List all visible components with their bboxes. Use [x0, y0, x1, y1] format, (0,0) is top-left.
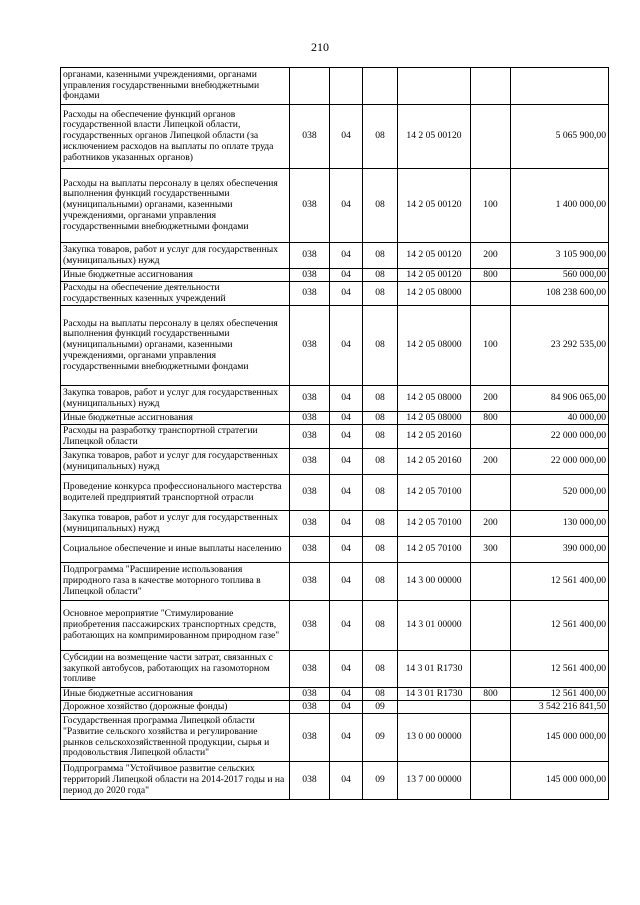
cell-expense-type: [471, 651, 511, 688]
cell-name: Иные бюджетные ассигнования: [61, 688, 290, 701]
cell-expense-type: [471, 701, 511, 714]
cell-subsection: 08: [363, 688, 398, 701]
cell-section: 04: [330, 282, 363, 306]
cell-expense-type: 200: [471, 386, 511, 412]
cell-amount: 108 238 600,00: [511, 282, 609, 306]
cell-admin-code: 038: [290, 651, 330, 688]
cell-target-article: 14 2 05 08000: [398, 282, 471, 306]
cell-admin-code: 038: [290, 449, 330, 475]
budget-table: [60, 67, 609, 800]
cell-section: 04: [330, 475, 363, 511]
cell-name: Социальное обеспечение и иные выплаты населению: [61, 537, 290, 563]
cell-target-article: 14 2 05 08000: [398, 386, 471, 412]
cell-subsection: 08: [363, 511, 398, 537]
cell-subsection: 08: [363, 269, 398, 282]
cell-target-article: 14 2 05 00120: [398, 169, 471, 243]
cell-admin-code: 038: [290, 762, 330, 800]
cell-target-article: 14 2 05 20160: [398, 425, 471, 449]
cell-subsection: 08: [363, 243, 398, 269]
cell-section: 04: [330, 701, 363, 714]
cell-admin-code: 038: [290, 386, 330, 412]
cell-amount: 1 400 000,00: [511, 169, 609, 243]
cell-expense-type: 800: [471, 269, 511, 282]
cell-subsection: 09: [363, 714, 398, 762]
cell-target-article: 14 2 05 20160: [398, 449, 471, 475]
cell-amount: [511, 68, 609, 105]
cell-section: 04: [330, 651, 363, 688]
table-row: [61, 306, 609, 386]
cell-target-article: 14 3 01 R1730: [398, 688, 471, 701]
table-row: [61, 651, 609, 688]
table-row: [61, 68, 609, 105]
cell-admin-code: 038: [290, 169, 330, 243]
cell-name: Субсидии на возмещение части затрат, связанных с закупкой автобусов, работающих на газомоторном топливе: [61, 651, 290, 688]
cell-subsection: 08: [363, 169, 398, 243]
cell-name: Дорожное хозяйство (дорожные фонды): [61, 701, 290, 714]
table-row: [61, 169, 609, 243]
cell-subsection: 08: [363, 105, 398, 169]
cell-name: Подпрограмма "Расширение использования природного газа в качестве моторного топлива в Липецкой области": [61, 563, 290, 601]
table-row: [61, 449, 609, 475]
cell-target-article: 14 2 05 70100: [398, 511, 471, 537]
table-row: [61, 386, 609, 412]
cell-admin-code: 038: [290, 243, 330, 269]
cell-name: Расходы на выплаты персоналу в целях обеспечения выполнения функций государственными (муниципальными) органами, казенными учреждениями, органами управления государственными внебюджетными фондами: [61, 169, 290, 243]
cell-target-article: 14 2 05 70100: [398, 537, 471, 563]
cell-target-article: 14 3 01 R1730: [398, 651, 471, 688]
cell-amount: 23 292 535,00: [511, 306, 609, 386]
page-number: 210: [311, 40, 329, 54]
cell-section: 04: [330, 269, 363, 282]
cell-section: 04: [330, 306, 363, 386]
cell-amount: 520 000,00: [511, 475, 609, 511]
cell-amount: 12 561 400,00: [511, 563, 609, 601]
cell-amount: 5 065 900,00: [511, 105, 609, 169]
cell-target-article: [398, 701, 471, 714]
cell-section: 04: [330, 425, 363, 449]
cell-amount: 12 561 400,00: [511, 601, 609, 651]
cell-expense-type: 200: [471, 511, 511, 537]
cell-subsection: 08: [363, 282, 398, 306]
cell-name: Расходы на разработку транспортной стратегии Липецкой области: [61, 425, 290, 449]
table-row: [61, 762, 609, 800]
cell-expense-type: [471, 68, 511, 105]
cell-name: Подпрограмма "Устойчивое развитие сельских территорий Липецкой области на 2014-2017 годы и на период до 2020 года": [61, 762, 290, 800]
cell-amount: 145 000 000,00: [511, 762, 609, 800]
cell-target-article: 14 2 05 70100: [398, 475, 471, 511]
cell-expense-type: 200: [471, 243, 511, 269]
cell-section: 04: [330, 511, 363, 537]
cell-amount: 22 000 000,00: [511, 449, 609, 475]
cell-name: Расходы на обеспечение функций органов государственной власти Липецкой области, государственных органов Липецкой области (за исключением расходов на выплаты по оплате труда работников указанных органов): [61, 105, 290, 169]
cell-expense-type: 200: [471, 449, 511, 475]
cell-name: Расходы на выплаты персоналу в целях обеспечения выполнения функций государственными (муниципальными) органами, казенными учреждениями, органами управления государственными внебюджетными фондами: [61, 306, 290, 386]
table-row: [61, 714, 609, 762]
cell-admin-code: 038: [290, 105, 330, 169]
cell-amount: 560 000,00: [511, 269, 609, 282]
cell-name: Закупка товаров, работ и услуг для государственных (муниципальных) нужд: [61, 449, 290, 475]
cell-section: 04: [330, 412, 363, 425]
cell-amount: 12 561 400,00: [511, 688, 609, 701]
cell-target-article: 14 3 01 00000: [398, 601, 471, 651]
cell-admin-code: 038: [290, 511, 330, 537]
cell-subsection: 08: [363, 475, 398, 511]
cell-name: Государственная программа Липецкой области "Развитие сельского хозяйства и регулирование рынков сельскохозяйственной продукции, сырья и продовольствия Липецкой области": [61, 714, 290, 762]
cell-section: 04: [330, 386, 363, 412]
cell-target-article: 14 2 05 08000: [398, 412, 471, 425]
cell-expense-type: [471, 475, 511, 511]
cell-name: Закупка товаров, работ и услуг для государственных (муниципальных) нужд: [61, 386, 290, 412]
cell-admin-code: 038: [290, 306, 330, 386]
cell-amount: 22 000 000,00: [511, 425, 609, 449]
cell-name: Закупка товаров, работ и услуг для государственных (муниципальных) нужд: [61, 511, 290, 537]
cell-admin-code: 038: [290, 701, 330, 714]
cell-amount: 3 542 216 841,50: [511, 701, 609, 714]
table-row: [61, 701, 609, 714]
cell-admin-code: 038: [290, 475, 330, 511]
cell-amount: 390 000,00: [511, 537, 609, 563]
cell-expense-type: [471, 105, 511, 169]
cell-target-article: 13 0 00 00000: [398, 714, 471, 762]
cell-target-article: 13 7 00 00000: [398, 762, 471, 800]
cell-section: 04: [330, 688, 363, 701]
cell-section: 04: [330, 105, 363, 169]
table-row: [61, 243, 609, 269]
cell-subsection: 08: [363, 563, 398, 601]
table-row: [61, 269, 609, 282]
cell-name: Закупка товаров, работ и услуг для государственных (муниципальных) нужд: [61, 243, 290, 269]
cell-subsection: 08: [363, 306, 398, 386]
cell-name: Проведение конкурса профессионального мастерства водителей предприятий транспортной отрасли: [61, 475, 290, 511]
cell-section: 04: [330, 762, 363, 800]
cell-subsection: [363, 68, 398, 105]
table-row: [61, 282, 609, 306]
cell-subsection: 08: [363, 651, 398, 688]
cell-section: 04: [330, 537, 363, 563]
table-row: [61, 412, 609, 425]
table-row: [61, 105, 609, 169]
cell-expense-type: [471, 762, 511, 800]
cell-admin-code: 038: [290, 601, 330, 651]
cell-admin-code: 038: [290, 425, 330, 449]
cell-amount: 12 561 400,00: [511, 651, 609, 688]
table-row: [61, 537, 609, 563]
cell-section: 04: [330, 563, 363, 601]
cell-amount: 145 000 000,00: [511, 714, 609, 762]
cell-name: Иные бюджетные ассигнования: [61, 412, 290, 425]
table-row: [61, 425, 609, 449]
table-row: [61, 563, 609, 601]
table-row: [61, 475, 609, 511]
cell-section: [330, 68, 363, 105]
cell-expense-type: 300: [471, 537, 511, 563]
cell-expense-type: 100: [471, 306, 511, 386]
cell-target-article: 14 3 00 00000: [398, 563, 471, 601]
cell-expense-type: 800: [471, 688, 511, 701]
cell-expense-type: [471, 425, 511, 449]
cell-amount: 84 906 065,00: [511, 386, 609, 412]
cell-admin-code: 038: [290, 563, 330, 601]
table-row: [61, 511, 609, 537]
cell-target-article: 14 2 05 08000: [398, 306, 471, 386]
cell-admin-code: [290, 68, 330, 105]
cell-expense-type: [471, 563, 511, 601]
cell-expense-type: 800: [471, 412, 511, 425]
budget-table-body: [61, 68, 609, 800]
cell-target-article: 14 2 05 00120: [398, 269, 471, 282]
table-row: [61, 601, 609, 651]
cell-admin-code: 038: [290, 412, 330, 425]
cell-section: 04: [330, 449, 363, 475]
cell-expense-type: [471, 714, 511, 762]
cell-section: 04: [330, 169, 363, 243]
cell-subsection: 08: [363, 425, 398, 449]
cell-name: органами, казенными учреждениями, органами управления государственными внебюджетными фондами: [61, 68, 290, 105]
cell-expense-type: [471, 601, 511, 651]
cell-expense-type: 100: [471, 169, 511, 243]
cell-name: Расходы на обеспечение деятельности государственных казенных учреждений: [61, 282, 290, 306]
cell-subsection: 09: [363, 762, 398, 800]
cell-subsection: 08: [363, 537, 398, 563]
cell-admin-code: 038: [290, 282, 330, 306]
cell-amount: 130 000,00: [511, 511, 609, 537]
cell-target-article: 14 2 05 00120: [398, 105, 471, 169]
cell-target-article: 14 2 05 00120: [398, 243, 471, 269]
cell-subsection: 09: [363, 701, 398, 714]
cell-section: 04: [330, 601, 363, 651]
table-row: [61, 688, 609, 701]
cell-target-article: [398, 68, 471, 105]
cell-amount: 3 105 900,00: [511, 243, 609, 269]
cell-subsection: 08: [363, 449, 398, 475]
cell-admin-code: 038: [290, 714, 330, 762]
cell-subsection: 08: [363, 601, 398, 651]
cell-name: Основное мероприятие "Стимулирование приобретения пассажирских транспортных средств, работающих на компримированном природном газе": [61, 601, 290, 651]
cell-admin-code: 038: [290, 269, 330, 282]
cell-name: Иные бюджетные ассигнования: [61, 269, 290, 282]
cell-subsection: 08: [363, 386, 398, 412]
cell-expense-type: [471, 282, 511, 306]
cell-admin-code: 038: [290, 688, 330, 701]
cell-admin-code: 038: [290, 537, 330, 563]
cell-subsection: 08: [363, 412, 398, 425]
cell-section: 04: [330, 714, 363, 762]
cell-section: 04: [330, 243, 363, 269]
cell-amount: 40 000,00: [511, 412, 609, 425]
